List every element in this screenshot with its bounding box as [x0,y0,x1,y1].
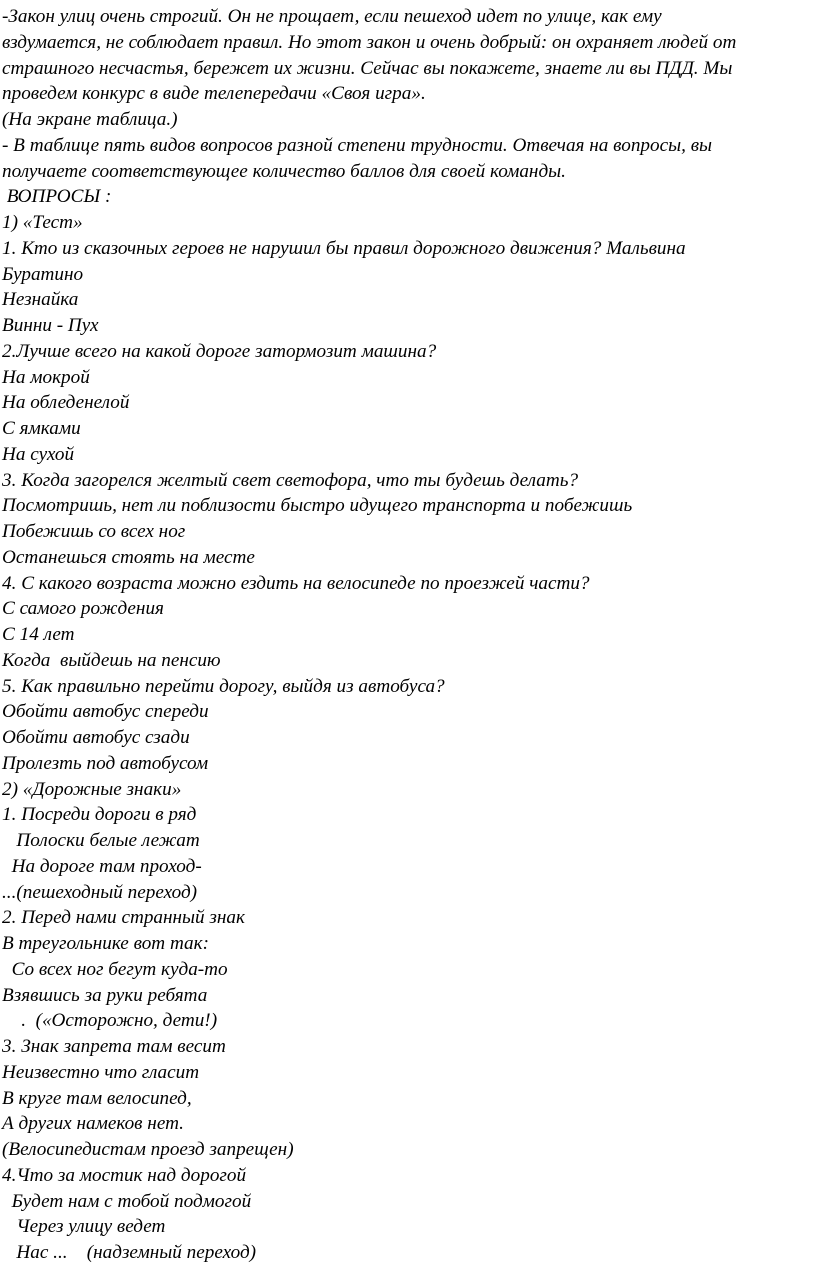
answer-option: С 14 лет [2,624,75,645]
riddle-line: 3. Знак запрета там весит [2,1036,226,1057]
riddle-answer: . («Осторожно, дети!) [2,1010,218,1032]
answer-option: Посмотришь, нет ли поблизости быстро идущего транспорта и побежишь [2,495,633,517]
question: 4. С какого возраста можно ездить на велосипеде по проезжей части? [2,572,590,594]
riddle-line: Через улицу ведет [2,1216,166,1238]
answer-option: Пролезть под автобусом [2,752,209,774]
answer-option: Когда выйдешь на пенсию [2,649,221,671]
answer-option: На обледенелой [2,392,130,414]
answer-option: Обойти автобус спереди [2,701,209,723]
riddle-line: На дороге там проход- [2,855,202,877]
section-title: 1) «Тест» [2,212,83,233]
question: 5. Как правильно перейти дорогу, выйдя из автобуса? [2,675,445,697]
text-line: (На экране таблица.) [2,109,178,130]
riddle-line: В треугольнике вот так: [2,933,209,954]
text-line: проведем конкурс в виде телепередачи «Своя игра». [2,83,426,105]
riddle-answer: Нас ... (надземный переход) [2,1242,257,1263]
riddle-line: 2. Перед нами странный знак [2,907,246,929]
question: 2.Лучше всего на какой дороге затормозит машина? [2,340,437,362]
text-line: получаете соответствующее количество баллов для своей команды. [2,160,566,182]
section-heading: ВОПРОСЫ : [2,186,112,208]
text-line: вздумается, не соблюдает правил. Но этот закон и очень добрый: он охраняет людей от [2,31,737,53]
text-line: -Закон улиц очень строгий. Он не прощает, если пешеход идет по улице, как ему [2,6,662,27]
answer-option: На мокрой [2,366,90,388]
riddle-line: Взявшись за руки ребята [2,984,208,1006]
answer-option: Незнайка [2,289,79,311]
answer-option: С ямками [2,418,81,439]
riddle-line: 1. Посреди дороги в ряд [2,804,197,826]
riddle-line: Со всех ног бегут куда-то [2,958,228,980]
riddle-answer: (Велосипедистам проезд запрещен) [2,1139,294,1160]
answer-option: Обойти автобус сзади [2,727,190,748]
question: 3. Когда загорелся желтый свет светофора, что ты будешь делать? [2,469,579,491]
answer-option: Винни - Пух [2,315,99,336]
riddle-line: Полоски белые лежат [2,830,200,851]
riddle-line: Будет нам с тобой подмогой [2,1190,252,1212]
riddle-answer: ...(пешеходный переход) [2,881,198,903]
answer-option: Останешься стоять на месте [2,546,255,568]
question: 1. Кто из сказочных героев не нарушил бы правил дорожного движения? Мальвина [2,237,686,259]
riddle-line: 4.Что за мостик над дорогой [2,1164,247,1186]
riddle-line: Неизвестно что гласит [2,1061,200,1083]
riddle-line: В круге там велосипед, [2,1087,192,1109]
riddle-line: А других намеков нет. [2,1113,184,1135]
answer-option: С самого рождения [2,598,164,620]
text-line: - В таблице пять видов вопросов разной степени трудности. Отвечая на вопросы, вы [2,134,713,156]
answer-option: Буратино [2,263,84,285]
answer-option: На сухой [2,443,75,465]
section-title: 2) «Дорожные знаки» [2,778,182,800]
text-line: страшного несчастья, бережет их жизни. Сейчас вы покажете, знаете ли вы ПДД. Мы [2,57,733,79]
answer-option: Побежишь со всех ног [2,521,186,542]
